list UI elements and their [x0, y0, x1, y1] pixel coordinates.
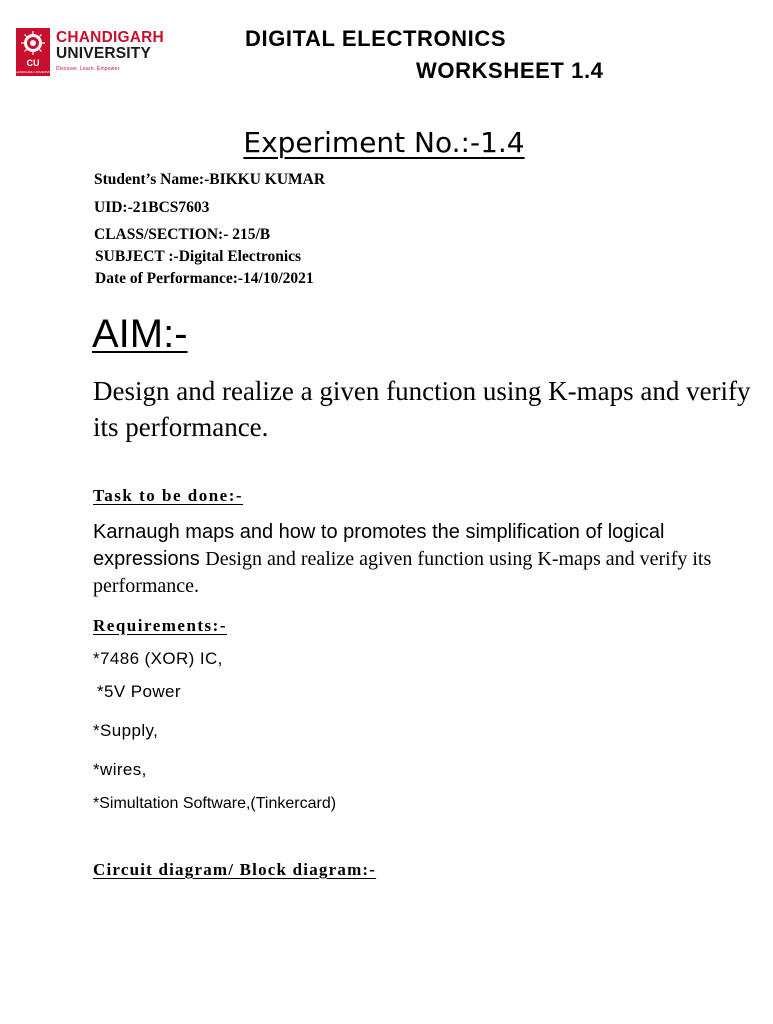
student-uid: UID:-21BCS7603	[94, 199, 210, 216]
task-text-part2: Design and realize agiven function using K-maps and verify its performance.	[93, 548, 712, 597]
date-of-performance: Date of Performance:-14/10/2021	[95, 270, 314, 287]
university-logo	[13, 28, 176, 78]
worksheet-title: WORKSHEET 1.4	[416, 58, 604, 83]
subject: SUBJECT :-Digital Electronics	[95, 248, 302, 265]
task-heading: Task to be done:-	[93, 486, 244, 505]
requirements-heading: Requirements:-	[93, 616, 227, 635]
task-text	[93, 519, 713, 600]
requirement-item: *wires,	[93, 760, 147, 779]
circuit-diagram-heading: Circuit diagram/ Block diagram:-	[93, 860, 377, 879]
task-text-part1: Karnaugh maps and how to promotes the simplification of logical expressions	[93, 521, 665, 570]
logo-tagline: Discover. Learn. Empower.	[56, 66, 121, 72]
course-title: DIGITAL ELECTRONICS	[245, 26, 507, 51]
requirement-item: *5V Power	[97, 682, 181, 701]
university-emblem-icon	[13, 28, 53, 76]
emblem-subtext: CHANDIGARH UNIVERSITY	[13, 70, 53, 74]
class-section: CLASS/SECTION:- 215/B	[94, 226, 271, 243]
experiment-title: Experiment No.:-1.4	[243, 126, 525, 159]
logo-name-line2: UNIVERSITY	[56, 45, 152, 62]
requirement-item: *Supply,	[93, 721, 159, 740]
aim-heading: AIM:-	[92, 312, 188, 356]
logo-name-line1: CHANDIGARH	[56, 29, 164, 46]
aim-text: Design and realize a given function using K-maps and verify its performance.	[93, 376, 751, 442]
emblem-text: CU	[26, 58, 40, 68]
requirement-item: *Simultation Software,(Tinkercard)	[93, 795, 337, 812]
student-name: Student’s Name:-BIKKU KUMAR	[94, 171, 326, 188]
requirement-item: *7486 (XOR) IC,	[93, 649, 223, 668]
